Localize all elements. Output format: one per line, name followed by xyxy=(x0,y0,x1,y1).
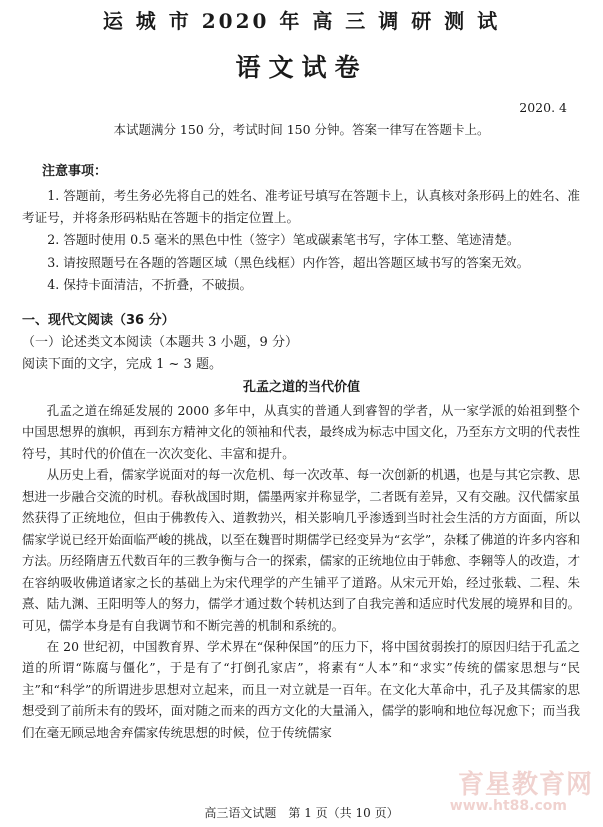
watermark-text: 育星教育网 xyxy=(457,770,593,800)
note-item: 2. 答题时使用 0.5 毫米的黑色中性（签字）笔或碳素笔书写，字体工整、笔迹清楚。 xyxy=(47,232,520,248)
article-paragraph: 在 20 世纪初，中国教育界、学术界在“保种保国”的压力下，将中国贫弱挨打的原因归结于孔孟之道的所谓“陈腐与僵化”，于是有了“打倒孔家店”，将素有“人本”和“求实”传统的儒家思想与“民主”和“科学”的所谓进步思想对立起来，而且一对立就是一百年。在文化大革命中，孔子及其儒家的思想受到了前所未有的毁坏，面对随之而来的西方文化的大量涌入，儒学的影响和地位每况愈下；而当我们在毫无顾忌地舍弃儒家传统思想的时候，位于传统儒家 xyxy=(22,638,580,740)
exam-title: 运 城 市 2020 年 高 三 调 研 测 试 xyxy=(102,9,501,33)
reading-instruction: 阅读下面的文字，完成 1 ~ 3 题。 xyxy=(22,357,222,372)
article-paragraph: 孔孟之道在绵延发展的 2000 多年中，从真实的普通人到睿智的学者，从一家学派的始祖到整个中国思想界的旗帜，再到东方精神文化的领袖和代表，最终成为标志中国文化，乃至东方文明的代表性符号，其时代的价值在一次次变化、丰富和提升。 xyxy=(22,403,580,461)
watermark-logo xyxy=(447,764,597,820)
notes-heading: 注意事项： xyxy=(42,164,108,179)
article-body xyxy=(22,400,580,743)
article-paragraph: 从历史上看，儒家学说面对的每一次危机、每一次改革、每一次创新的机遇，也是与其它宗教、思想进一步融合交流的时机。春秋战国时期，儒墨两家并称显学，二者既有差异，又有交融。汉代儒家虽然获得了正统地位，但由于佛教传入、道教勃兴，相关影响几乎渗透到当时社会生活的方方面面，所以儒家学说已经开始面临严峻的挑战，以至在魏晋时期儒学已经变异为“玄学”，杂糅了佛道的许多内容和方法。历经隋唐五代数百年的三教争衡与合一的探索，儒家的正统地位由于韩愈、李翱等人的改造，才在容纳吸收佛道诸家之长的基础上为宋代理学的产生铺平了道路。从宋元开始，经过张载、二程、朱熹、陆九渊、王阳明等人的努力，儒学才通过数个转机达到了自我完善和适应时代发展的境界和目的。可见，儒学本身是有自我调节和不断完善的机制和系统的。 xyxy=(22,467,580,633)
subject-title: 语文试卷 xyxy=(235,53,368,82)
exam-date: 2020. 4 xyxy=(519,100,567,115)
notes-list xyxy=(22,185,580,296)
note-item: 4. 保持卡面清洁，不折叠，不破损。 xyxy=(47,276,253,292)
article-title: 孔孟之道的当代价值 xyxy=(242,380,360,395)
exam-intro: 本试题满分 150 分，考试时间 150 分钟。答案一律写在答题卡上。 xyxy=(113,122,490,137)
subsection-title: （一）论述类文本阅读（本题共 3 小题，9 分） xyxy=(22,335,298,350)
note-item: 1. 答题前，考生务必先将自己的姓名、准考证号填写在答题卡上，认真核对条形码上的姓名、准考证号，并将条形码粘贴在答题卡的指定位置上。 xyxy=(22,188,580,226)
watermark-url: www.ht88.com xyxy=(449,798,567,814)
section-title: 一、现代文阅读（36 分） xyxy=(22,313,175,328)
note-item: 3. 请按照题号在各题的答题区域（黑色线框）内作答，超出答题区域书写的答案无效。 xyxy=(47,254,530,270)
page-footer: 高三语文试题 第 1 页（共 10 页） xyxy=(204,806,399,820)
